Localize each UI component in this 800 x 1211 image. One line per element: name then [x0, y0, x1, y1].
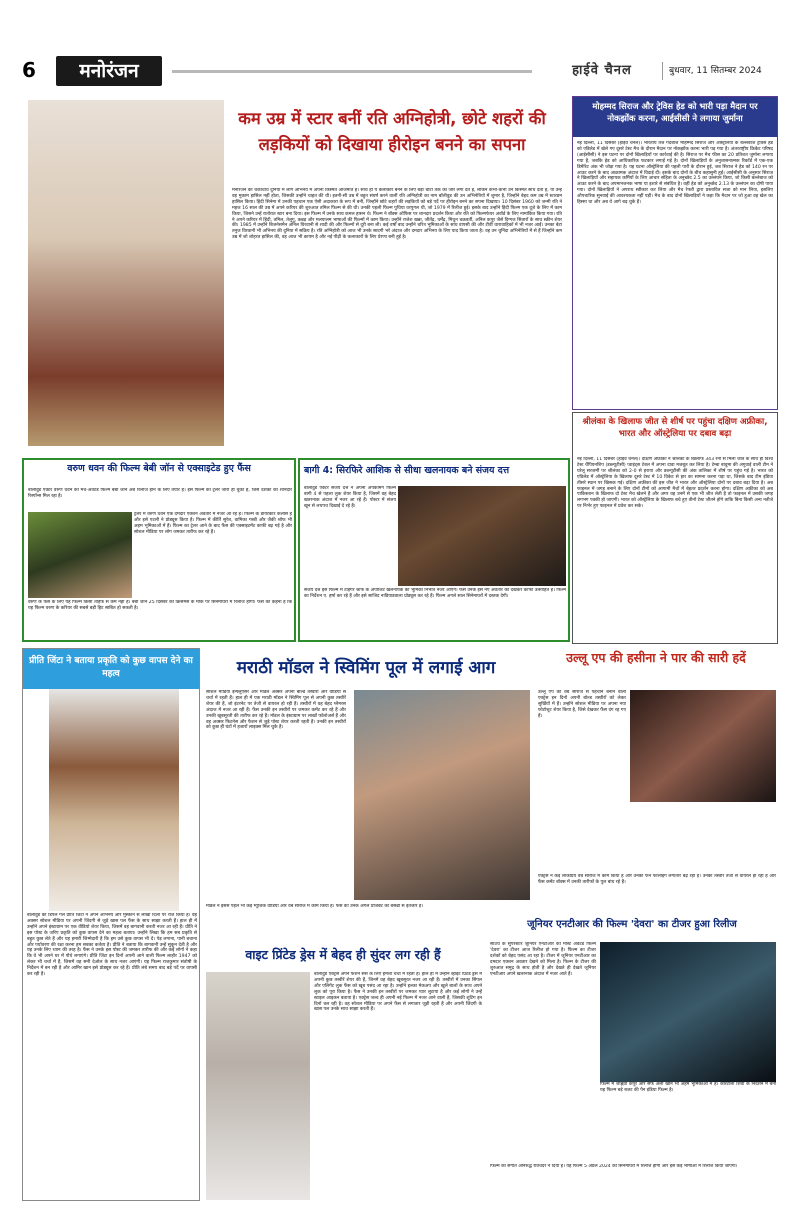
article-ullu-app: [534, 648, 778, 936]
article-siraj-head: [572, 96, 778, 410]
ullu-actress-photo: [630, 690, 776, 802]
issue-date: बुधवार, 11 सितम्बर 2024: [662, 62, 782, 80]
article-body: नई दिल्ली, 11 दिसंबर (हाईवे चैनल)। भारतीय तेज गेंदबाज मोहम्मद सिराज और ऑस्ट्रेलिया के बल्लेबाज ट्रेविस हेड को एडिलेड में खेले गए दूसरे टेस्ट मैच के दौरान मैदान पर नोकझोंक करना भारी पड़ गया है। अंतरराष्ट्रीय क्रिकेट परिषद (आईसीसी) ने इस घटना पर दोनों खिलाड़ियों पर कार्रवाई की है। सिराज पर मैच फीस का 20 प्रतिशत जुर्माना लगाया गया है, जबकि हेड को आधिकारिक फटकार लगाई गई है। दोनों खिलाड़ियों के अनुशासनात्मक रिकॉर्ड में एक-एक डिमेरिट अंक भी जोड़ा गया है। यह घटना ऑस्ट्रेलिया की पहली पारी के दौरान हुई, जब सिराज ने हेड को 140 रन पर आउट करने के बाद आक्रामक अंदाज में विदाई दी। इसके बाद दोनों के बीच कहासुनी हुई। आईसीसी के अनुसार सिराज ने खिलाड़ियों और सहायक कर्मियों के लिए आचार संहिता के अनुच्छेद 2.5 का उल्लंघन किया, जो किसी बल्लेबाज को आउट करने के बाद अपमानजनक भाषा या इशारे से संबंधित है। वहीं हेड को अनुच्छेद 2.13 के उल्लंघन का दोषी पाया गया। दोनों खिलाड़ियों ने अपराध स्वीकार कर लिया और मैच रेफरी द्वारा प्रस्तावित सजा को मान लिया, इसलिए औपचारिक सुनवाई की आवश्यकता नहीं पड़ी। मैच के बाद दोनों खिलाड़ियों ने कहा कि मैदान पर जो हुआ वह खेल का हिस्सा था और अब वे आगे बढ़ चुके हैं।: [577, 141, 773, 206]
newspaper-brand: हाईवे चैनल: [572, 63, 632, 78]
article-body: बॉलीवुड एक्टर संजय दत्त ने अपनी अपकमिंग फिल्म बागी 4 से पहला लुक शेयर किया है, जिसमें वह बेहद खतरनाक अंदाज में नजर आ रहे हैं। पोस्टर में संजय खून से लथपथ दिखाई दे रहे हैं।: [304, 486, 396, 509]
article-headline: कम उम्र में स्टार बनीं रति अग्निहोत्री, छोटे शहरों की लड़कियों को दिखाया हीरोइन बनने का सपना: [238, 109, 546, 154]
article-body: फिल्म का संगीत अनिरुद्ध रविचंदर ने दिया है। यह फिल्म 5 अप्रैल 2024 को सिनेमाघरों में रिलीज होगी और इसे कई भाषाओं में रिलीज किया जाएगा।: [490, 1164, 738, 1169]
article-varun-dhawan: [22, 458, 296, 642]
varun-dhawan-photo: [28, 512, 132, 598]
masthead-rule: [172, 70, 532, 73]
preity-zinta-photo: [49, 689, 179, 911]
article-body: वरुण के फैंस के लिए यह फिल्म किसी तोहफे से कम नहीं है। बेबी जॉन 25 दिसंबर को क्रिसमस के मौके पर सिनेमाघरों में रिलीज होगी। फैंस का कहना है कि यह फिल्म वरुण के करियर की सबसे बड़ी हिट साबित हो सकती है।: [28, 600, 292, 611]
marathi-model-photo: [354, 690, 530, 900]
article-headline: बागी 4: सिरफिरे आशिक से सीधा खलनायक बने संजय दत्त: [304, 465, 510, 476]
article-body: संजय दत्त इस फिल्म में टाइगर श्रॉफ के अपोजिट खलनायक की भूमिका निभाते नजर आएंगे। फैंस उनके इस नए अवतार को देखकर काफी उत्साहित हैं। फिल्म का निर्देशन ए. हर्षा कर रहे हैं और इसे साजिद नाडियाडवाला प्रोड्यूस कर रहे हैं। फिल्म अगले साल सिनेमाघरों में दस्तक देगी।: [304, 588, 566, 599]
article-body: बॉलीवुड एक्ट्रेस अपने फैशन सेंस के लिए हमेशा चर्चा में रहती हैं। हाल ही में उन्होंने व्हाइट प्रिंटेड ड्रेस में अपनी कुछ तस्वीरें शेयर की हैं, जिनमें वह बेहद खूबसूरत नजर आ रही हैं। तस्वीरों में उनका सिंपल और एलिगेंट लुक फैंस को खूब पसंद आ रहा है। उन्होंने हल्का मेकअप और खुले बालों के साथ अपने लुक को पूरा किया है। फैंस ने उनकी इन तस्वीरों पर जमकर प्यार लुटाया है और कई लोगों ने उन्हें स्टाइल आइकन बताया है। एक्ट्रेस जल्द ही अपनी नई फिल्म में नजर आने वाली हैं, जिसकी शूटिंग इन दिनों चल रही है। वह सोशल मीडिया पर अपने फैंस से लगातार जुड़ी रहती हैं और अपनी जिंदगी के खास पल उनके साथ साझा करती हैं।: [314, 972, 482, 1013]
masthead: [22, 50, 782, 90]
rati-agnihotri-photo: [28, 100, 224, 446]
article-body: मॉडल ने इससे पहले भी कई म्यूजिक वीडियो और वेब सीरीज में काम किया है। फैंस को उनके अगले प्रोजेक्ट का बेसब्री से इंतजार है।: [206, 904, 424, 909]
article-body: ट्रेलर में वरुण धवन एक दमदार एक्शन अवतार में नजर आ रहे हैं। फिल्म के डायरेक्टर कलीस हैं और इसे एटली ने प्रोड्यूस किया है। फिल्म में कीर्ति सुरेश, वामिका गब्बी और जैकी श्रॉफ भी अहम भूमिकाओं में हैं। फिल्म का ट्रेलर आने के बाद फैंस की एक्साइटमेंट काफी बढ़ गई है और सोशल मीडिया पर लोग जमकर तारीफ कर रहे हैं।: [134, 512, 292, 535]
article-headline: उल्लू एप की हसीना ने पार की सारी हदें: [566, 650, 746, 665]
article-headline: वाइट प्रिंटेड ड्रेस में बेहद ही सुंदर लग रही हैं: [245, 947, 441, 962]
article-body: मनोरंजन को चकाचौंध दुनिया में लोग अभिनय में अपनी किस्मत आजमाते हैं। साथ ही ये कलाकार बनने के लिए बड़ी चोटी तक का जोर लगा देते हैं, लेकिन कभी-कभी उन किस्मत साथ देती है, या उन्हें वह मुकाम हासिल नहीं होता, जिसकी उन्होंने चाहत की थी। इतनी-सी उम्र में बहुत संघर्ष करने वालीं रति अग्निहोत्री का नाम बॉलीवुड की उन अभिनेत्रियों में शुमार है, जिन्होंने बेहद कम उम्र में स्टारडम हासिल किया। हिंदी सिनेमा में उनकी पहचान एक ऐसी अदाकारा के रूप में बनी, जिन्होंने छोटे शहरों की लड़कियों को बड़े पर्दे पर हीरोइन बनने का सपना दिखाया। 10 दिसंबर 1960 को जन्मी रति ने महज 16 साल की उम्र में अपने करियर की शुरुआत तमिल फिल्म से की थी। उनकी पहली फिल्म पुथिया वरपुगल थी, जो 1979 में रिलीज हुई। इसके बाद उन्होंने हिंदी फिल्म एक दूजे के लिए में काम किया, जिसने उन्हें रातोंरात स्टार बना दिया। इस फिल्म में उनके साथ कमल हासन थे। फिल्म ने बॉक्स ऑफिस पर शानदार प्रदर्शन किया और रति को फिल्मफेयर अवॉर्ड के लिए नामांकित किया गया। रति ने अपने करियर में हिंदी, तमिल, तेलुगु, कन्नड़ और मलयालम भाषाओं की फिल्मों में काम किया। उन्होंने राजेश खन्ना, जीतेंद्र, धर्मेंद्र, मिथुन चक्रवर्ती, अनिल कपूर जैसे दिग्गज सितारों के साथ स्क्रीन शेयर की। 1985 में उन्होंने बिजनेसमैन अनिल विरवानी से शादी की और फिल्मों से दूरी बना ली। कई वर्षों बाद उन्होंने चरित्र भूमिकाओं के साथ वापसी की और टीवी धारावाहिकों में भी नजर आईं। उनका बेटा तनुज विरवानी भी अभिनय की दुनिया में सक्रिय है। रति अग्निहोत्री को आज भी उनके सादगी भरे अंदाज और दमदार अभिनय के लिए याद किया जाता है। वह उन चुनिंदा अभिनेत्रियों में से हैं जिन्होंने कम उम्र में जो शोहरत हासिल की, वह आज भी कायम है और नई पीढ़ी के कलाकारों के लिए प्रेरणा बनी हुई है।: [232, 188, 562, 241]
article-headline: श्रीलंका के खिलाफ जीत से शीर्ष पर पहुंचा दक्षिण अफ्रीका, भारत और ऑस्ट्रेलिया पर दबाव बढ़ा: [582, 417, 768, 439]
sanjay-dutt-poster: [398, 486, 566, 586]
article-headline: मराठी मॉडल ने स्विमिंग पूल में लगाई आग: [236, 658, 496, 678]
article-body: सोशल मीडिया इन्फ्लुएंसर और मॉडल अक्सर अपनी बोल्ड तस्वीरों और वीडियो से चर्चा में रहती हैं। हाल ही में एक मराठी मॉडल ने स्विमिंग पूल से अपनी कुछ तस्वीरें शेयर की हैं, जो इंटरनेट पर तेजी से वायरल हो रही हैं। तस्वीरों में वह बेहद ग्लैमरस अंदाज में नजर आ रही हैं। फैंस उनकी इन तस्वीरों पर जमकर कमेंट कर रहे हैं और उनकी खूबसूरती की तारीफ कर रहे हैं। मॉडल के इंस्टाग्राम पर लाखों फॉलोअर्स हैं और वह अक्सर फिटनेस और फैशन से जुड़े पोस्ट शेयर करती रहती हैं। उनकी इन तस्वीरों को कुछ ही घंटों में हजारों लाइक्स मिल चुके हैं।: [206, 690, 346, 731]
article-body: फिल्म में जाह्नवी कपूर और सैफ अली खान भी अहम भूमिकाओं में हैं। कोरटाला शिवा के निर्देशन में बनी यह फिल्म बड़े बजट की पैन इंडिया फिल्म है।: [600, 1082, 776, 1093]
article-body: एक्ट्रेस ने कई लोकप्रिय वेब सीरीज में काम किया है और उनकी फैन फॉलोइंग लगातार बढ़ रही है। उनकी तस्वीरें तेजी से वायरल हो रही हैं और फैंस कमेंट बॉक्स में उनकी तारीफों के पुल बांध रहे हैं।: [538, 874, 776, 885]
article-white-dress: [202, 940, 484, 1202]
article-headline: वरुण धवन की फिल्म बेबी जॉन से एक्साइटेड हुए फैंस: [67, 463, 251, 474]
article-rati-agnihotri: [22, 96, 570, 452]
section-title: मनोरंजन: [56, 56, 162, 86]
article-devara-teaser: [486, 910, 778, 1202]
article-marathi-model: [202, 648, 532, 936]
article-body: बॉलीवुड की डिंपल गर्ल प्रीति जिंटा ने अपने अभिनय और मुस्कान से लाखों दिलों पर राज किया है। वह अक्सर सोशल मीडिया पर अपनी जिंदगी से जुड़े खास पल फैंस के साथ साझा करती हैं। हाल ही में उन्होंने अपने इंस्टाग्राम पर एक वीडियो शेयर किया, जिसमें वह बागवानी करती नजर आ रही हैं। प्रीति ने इस पोस्ट के जरिए प्रकृति को कुछ वापस देने का महत्व बताया। उन्होंने लिखा कि हम सब प्रकृति से बहुत कुछ लेते हैं और यह हमारी जिम्मेदारी है कि हम उसे कुछ वापस भी दें। पेड़ लगाना, पानी बचाना और पर्यावरण की रक्षा करना हम सबका कर्तव्य है। प्रीति ने बताया कि बागवानी उन्हें सुकून देती है और यह उनके लिए ध्यान की तरह है। फैंस ने उनके इस पोस्ट की जमकर तारीफ की और कई लोगों ने कहा कि वे भी अपने घर में पौधे लगाएंगे। प्रीति जिंटा इन दिनों अपनी आने वाली फिल्म लाहौर 1947 को लेकर भी चर्चा में हैं, जिसमें वह सनी देओल के साथ नजर आएंगी। यह फिल्म राजकुमार संतोषी के निर्देशन में बन रही है और आमिर खान इसे प्रोड्यूस कर रहे हैं। प्रीति लंबे समय बाद बड़े पर्दे पर वापसी कर रही हैं।: [27, 913, 197, 978]
article-body: नई दिल्ली, 11 दिसंबर (हाईवे चैनल)। दक्षिण अफ्रीका ने श्रीलंका के खिलाफ 343 रनों से मिली जीत के साथ ही विश्व टेस्ट चैंपियनशिप (डब्ल्यूटीसी) प्वाइंट्स टेबल में अपना दावा मजबूत कर लिया है। टेम्बा बावुमा की अगुवाई वाली टीम ने घरेलू सरजमीं पर श्रीलंका को 2-0 से हराया और डब्ल्यूटीसी की अंक तालिका में शीर्ष पर पहुंच गई है। भारत को एडिलेड में ऑस्ट्रेलिया के खिलाफ दूसरे टेस्ट में 10 विकेट से हार का सामना करना पड़ा था, जिसके बाद टीम इंडिया तीसरे स्थान पर खिसक गई। दक्षिण अफ्रीका की इस जीत ने भारत और ऑस्ट्रेलिया दोनों पर दबाव बढ़ा दिया है। अब फाइनल में जगह बनाने के लिए दोनों टीमों को आगामी मैचों में बेहतर प्रदर्शन करना होगा। दक्षिण अफ्रीका को अब पाकिस्तान के खिलाफ दो टेस्ट मैच खेलने हैं और अगर वह उनमें से एक भी जीत लेती है तो फाइनल में उसकी जगह लगभग पक्की हो जाएगी। भारत को ऑस्ट्रेलिया के खिलाफ बचे हुए तीनों टेस्ट जीतने होंगे ताकि बिना किसी अन्य नतीजे पर निर्भर हुए फाइनल में प्रवेश कर सके।: [577, 457, 773, 510]
page-number: 6: [22, 58, 36, 82]
article-body: साउथ के सुपरस्टार जूनियर एनटीआर की मोस्ट अवेटेड फिल्म 'देवरा' का टीजर आज रिलीज हो गया है। फिल्म का टीजर दर्शकों को बेहद पसंद आ रहा है। टीजर में जूनियर एनटीआर का दमदार एक्शन अवतार देखने को मिला है। फिल्म के टीजर की शुरुआत समुद्र के साथ होती है और देखते ही देखते जूनियर एनटीआर अपने खतरनाक अंदाज में नजर आते हैं।: [490, 942, 596, 977]
article-south-africa-wtc: [572, 412, 778, 644]
article-body: बॉलीवुड एक्टर वरुण धवन की मच-अवेटेड फिल्म बेबी जॉन अब रिलीज होने के लिए तैयार है। इस फिल्म का ट्रेलर जारी हो चुका है, जिसे दर्शकों का शानदार रिस्पॉन्स मिल रहा है।: [28, 488, 292, 499]
actress-white-dress-photo: [206, 972, 310, 1200]
article-headline: जूनियर एनटीआर की फिल्म 'देवरा' का टीजर हुआ रिलीज: [527, 919, 737, 930]
article-preity-zinta: [22, 648, 200, 1201]
article-headline: मोहम्मद सिराज और ट्रेविस हेड को भारी पड़ा मैदान पर नोकझोंक करना, आईसीसी ने लगाया जुर्माना: [573, 97, 777, 137]
article-body: उल्लू एप की वेब सीरीज से पहचान बनाने वाली एक्ट्रेस इन दिनों अपनी बोल्ड तस्वीरों को लेकर सुर्खियों में हैं। उन्होंने सोशल मीडिया पर अपना नया फोटोशूट शेयर किया है, जिसे देखकर फैंस दंग रह गए हैं।: [538, 690, 626, 719]
article-headline: प्रीति जिंटा ने बताया प्रकृति को कुछ वापस देने का महत्व: [23, 649, 199, 689]
devara-poster: [600, 942, 776, 1082]
article-baaghi-4: [298, 458, 570, 642]
